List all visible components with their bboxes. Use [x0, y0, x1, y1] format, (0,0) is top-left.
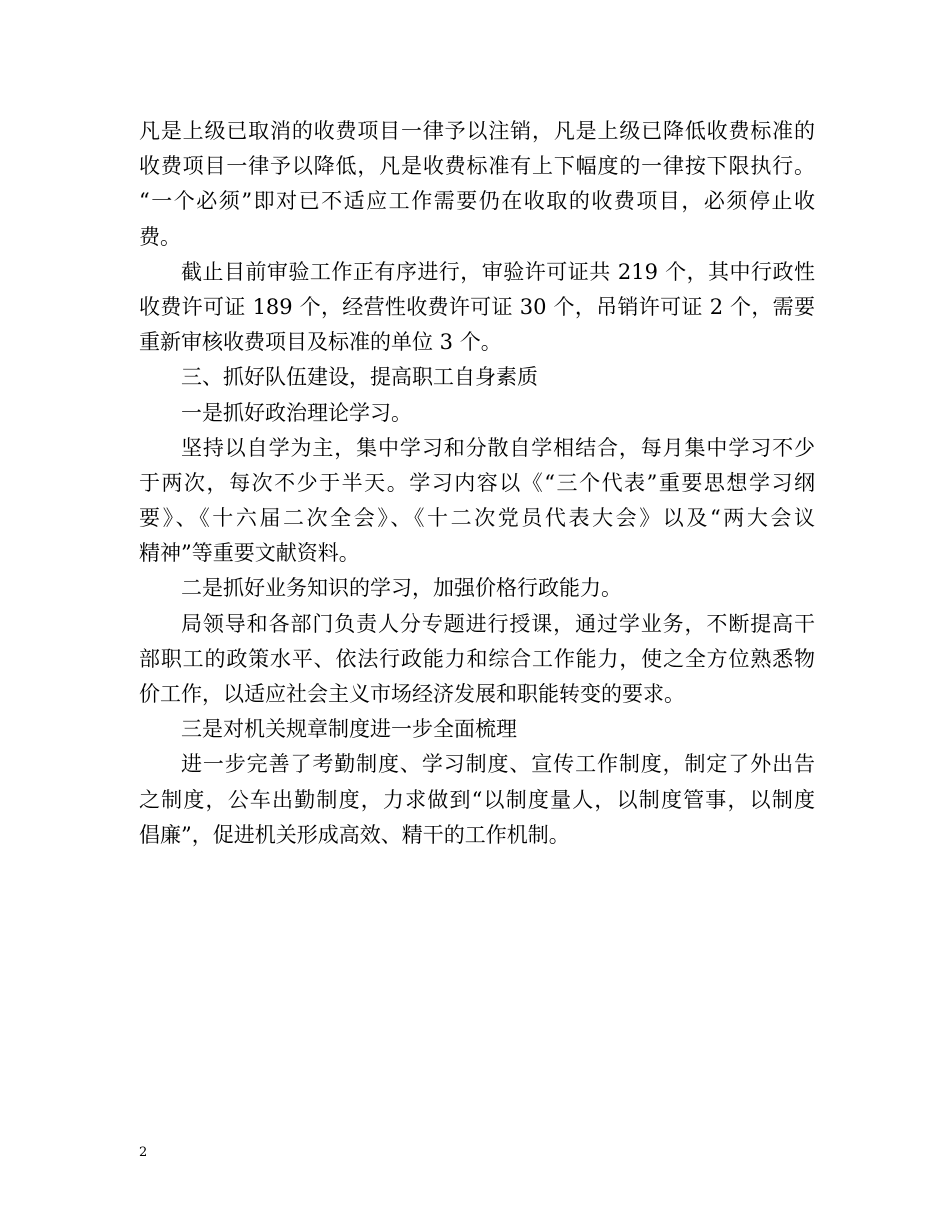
text-line: 局领导和各部门负责人分专题进行授课，通过学业务，不断提高干: [181, 611, 815, 636]
text-line: 部职工的政策水平、依法行政能力和综合工作能力，使之全方位熟悉物: [139, 646, 815, 671]
subsection-heading: 一是抓好政治理论学习。: [181, 400, 412, 425]
text-line: 之制度，公车出勤制度，力求做到“以制度量人，以制度管事，以制度: [139, 787, 815, 812]
text-line: 费。: [139, 224, 181, 249]
page-number: 2: [139, 1145, 148, 1160]
subsection-heading: 三是对机关规章制度进一步全面梳理: [181, 717, 517, 742]
text-line: 于两次，每次不少于半天。学习内容以《“三个代表”重要思想学习纲: [139, 470, 815, 495]
text-line: 倡廉”，促进机关形成高效、精干的工作机制。: [139, 822, 570, 847]
text-line: 进一步完善了考勤制度、学习制度、宣传工作制度，制定了外出告: [181, 752, 815, 777]
text-line: 重新审核收费项目及标准的单位 3 个。: [139, 330, 502, 355]
text-line: 收费许可证 189 个，经营性收费许可证 30 个，吊销许可证 2 个，需要: [139, 294, 815, 319]
text-line: 截止目前审验工作正有序进行，审验许可证共 219 个，其中行政性: [181, 259, 815, 284]
section-heading: 三、抓好队伍建设，提高职工自身素质: [181, 365, 538, 390]
text-line: 凡是上级已取消的收费项目一律予以注销，凡是上级已降低收费标准的: [139, 119, 815, 143]
text-line: “一个必须”即对已不适应工作需要仍在收取的收费项目，必须停止收: [139, 189, 815, 214]
subsection-heading: 二是抓好业务知识的学习，加强价格行政能力。: [181, 576, 622, 601]
text-line: 要》、《十六届二次全会》、《十二次党员代表大会》以及“两大会议: [139, 506, 815, 531]
text-line: 收费项目一律予以降低，凡是收费标准有上下幅度的一律按下限执行。: [139, 154, 815, 179]
document-body: [139, 114, 815, 853]
text-line: 坚持以自学为主，集中学习和分散自学相结合，每月集中学习不少: [181, 435, 815, 460]
text-line: 精神”等重要文献资料。: [139, 541, 360, 566]
text-line: 价工作，以适应社会主义市场经济发展和职能转变的要求。: [139, 682, 685, 706]
